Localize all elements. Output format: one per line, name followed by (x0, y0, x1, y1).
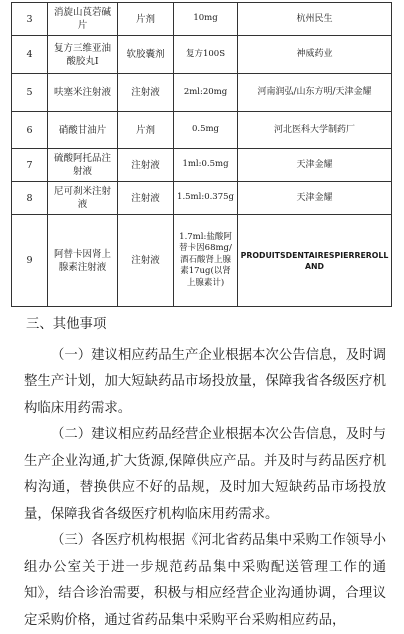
manufacturer: 河南润弘/山东方明/天津金耀 (238, 74, 392, 112)
dosage-form: 片剂 (118, 112, 174, 149)
specification: 2ml:20mg (174, 74, 238, 112)
dosage-form: 注射液 (118, 149, 174, 182)
specification: 1ml:0.5mg (174, 149, 238, 182)
section-heading: 三、其他事项 (26, 317, 107, 332)
row-number: 9 (12, 215, 48, 307)
table-row (12, 74, 392, 112)
manufacturer: 河北医科大学制药厂 (238, 112, 392, 149)
table-row (12, 112, 392, 149)
paragraph-3: （三）各医疗机构根据《河北省药品集中采购工作领导小组办公室关于进一步规范药品集中采购配送管理工作的通知》，结合诊治需要，积极与相应经营企业沟通协调，合理议定采购价格，通过省药品集中采购平台采购相应药品， (24, 533, 386, 628)
paragraph-1: （一）建议相应药品生产企业根据本次公告信息，及时调整生产计划，加大短缺药品市场投放量，保障我省各级医疗机构临床用药需求。 (24, 347, 386, 416)
manufacturer: PRODUITSDENTAIRESPIERREROLLAND (238, 215, 392, 307)
specification: 1.7ml:盐酸阿替卡因68mg/酒石酸肾上腺素17ug(以肾上腺素计) (174, 215, 238, 307)
dosage-form: 注射液 (118, 215, 174, 307)
row-number: 3 (12, 3, 48, 36)
table-row (12, 182, 392, 215)
manufacturer: 神威药业 (238, 36, 392, 74)
table-row (12, 3, 392, 36)
drug-table-container (11, 2, 391, 307)
drug-name: 硝酸甘油片 (48, 112, 118, 149)
table-row (12, 215, 392, 307)
row-number: 7 (12, 149, 48, 182)
table-row (12, 149, 392, 182)
drug-name: 硫酸阿托品注射液 (48, 149, 118, 182)
specification: 复方100S (174, 36, 238, 74)
drug-name: 复方三维亚油酸胶丸Ⅰ (48, 36, 118, 74)
drug-name: 阿替卡因肾上腺素注射液 (48, 215, 118, 307)
manufacturer: 杭州民生 (238, 3, 392, 36)
dosage-form: 注射液 (118, 182, 174, 215)
manufacturer: 天津金耀 (238, 182, 392, 215)
dosage-form: 注射液 (118, 74, 174, 112)
row-number: 5 (12, 74, 48, 112)
specification: 0.5mg (174, 112, 238, 149)
shortage-drug-table (11, 2, 392, 307)
specification: 1.5ml:0.375g (174, 182, 238, 215)
manufacturer: 天津金耀 (238, 149, 392, 182)
row-number: 6 (12, 112, 48, 149)
other-matters-section (24, 312, 386, 634)
specification: 10mg (174, 3, 238, 36)
table-row (12, 36, 392, 74)
dosage-form: 片剂 (118, 3, 174, 36)
row-number: 4 (12, 36, 48, 74)
drug-name: 尼可刹米注射液 (48, 182, 118, 215)
paragraph-2: （二）建议相应药品经营企业根据本次公告信息，及时与生产企业沟通,扩大货源,保障供应产品。并及时与药品医疗机构沟通，替换供应不好的品规，及时加大短缺药品市场投放量，保障我省各级医疗机构临床用药需求。 (24, 427, 386, 522)
drug-name: 呋塞米注射液 (48, 74, 118, 112)
drug-name: 消旋山莨菪碱片 (48, 3, 118, 36)
dosage-form: 软胶囊剂 (118, 36, 174, 74)
row-number: 8 (12, 182, 48, 215)
